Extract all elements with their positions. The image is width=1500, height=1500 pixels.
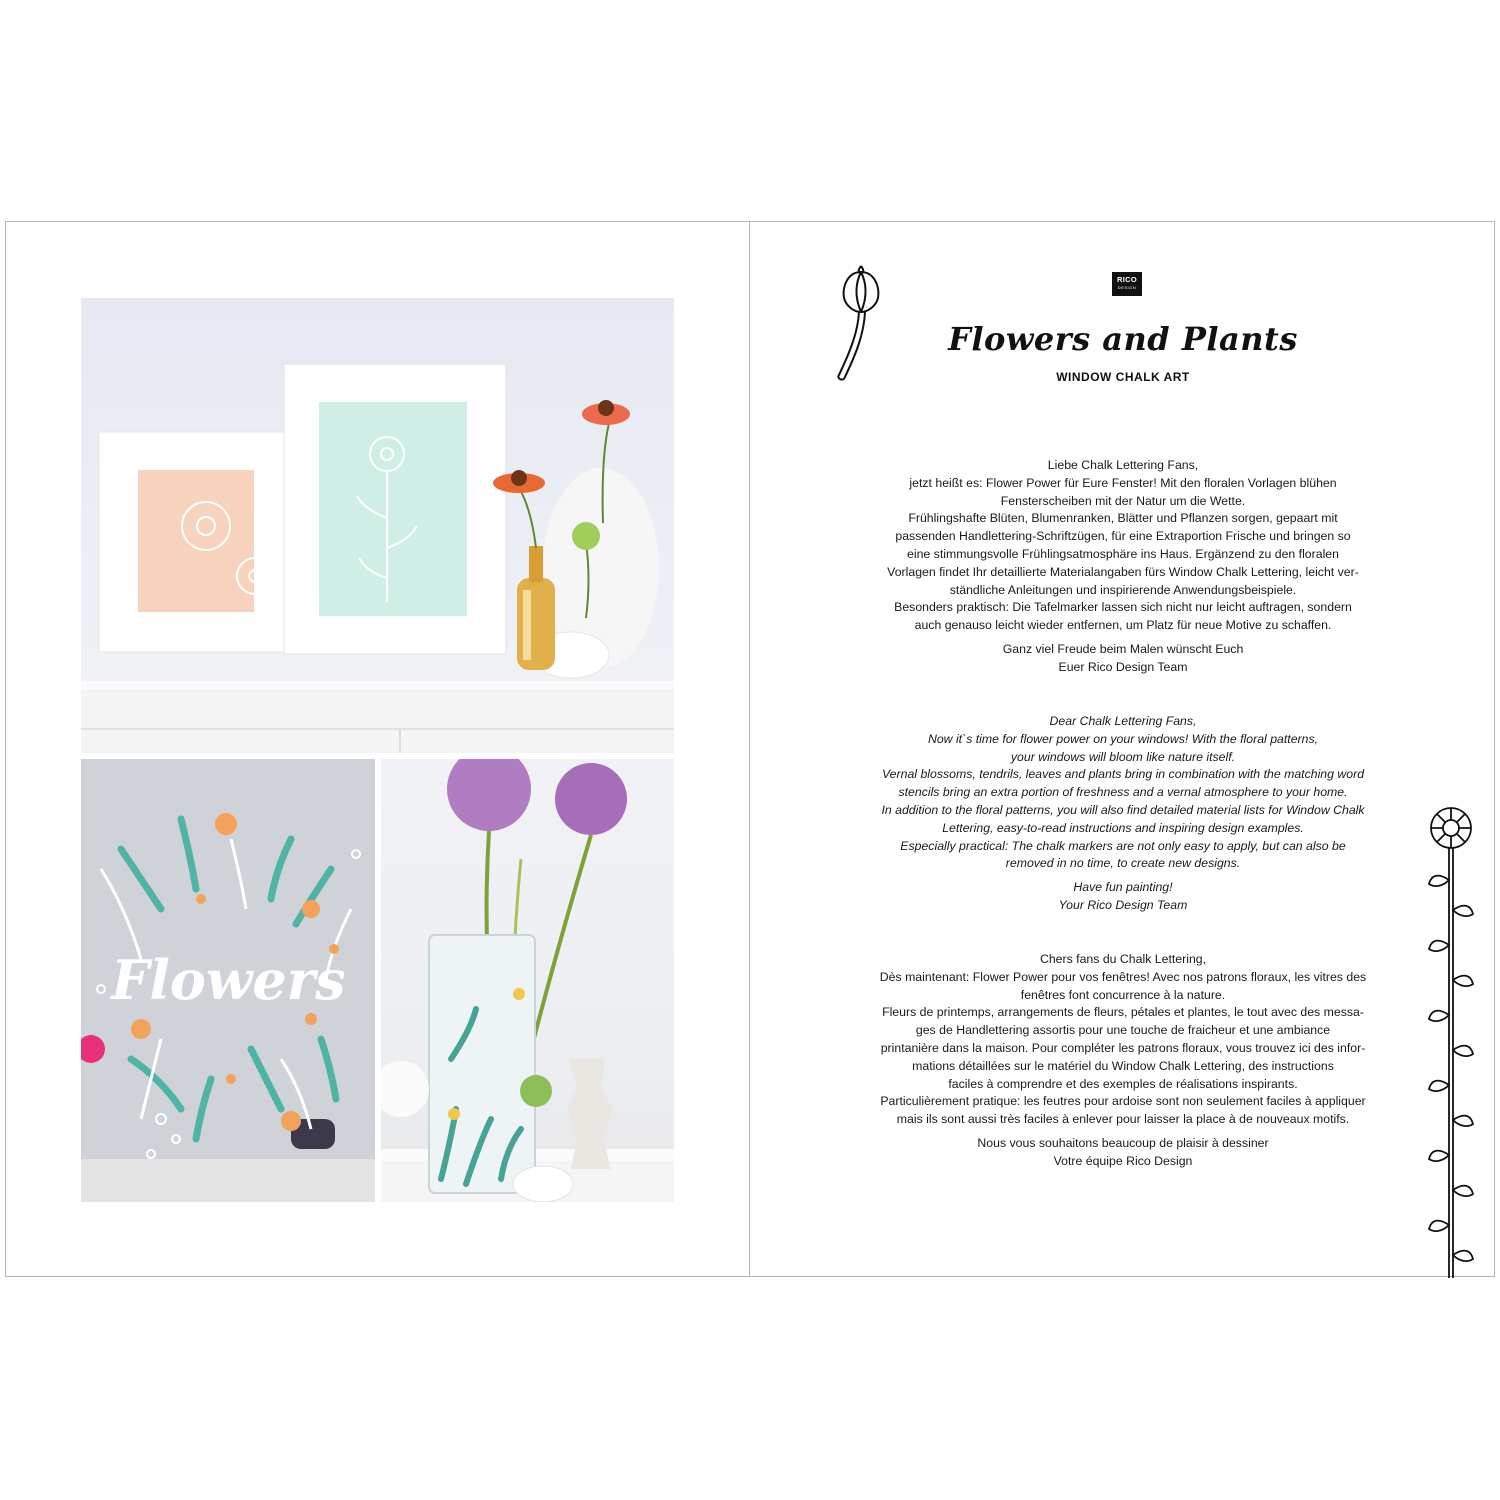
sunflower-stem-doodle-icon [1423, 800, 1493, 1278]
german-line: auch genauso leicht wieder entfernen, um Platz für neue Motive zu schaffen. [914, 618, 1332, 633]
page-subtitle: WINDOW CHALK ART [1056, 370, 1190, 384]
window-lettering-illustration [81, 759, 375, 1202]
english-line: your windows will bloom like nature itself. [1010, 749, 1236, 764]
german-line: ständliche Anleitungen und inspirierende Anwendungsbeispiele. [949, 582, 1297, 597]
page-title: Flowers and Plants [948, 320, 1298, 358]
french-line: mations détaillées sur le matériel du Window Chalk Lettering, des instructions [912, 1058, 1334, 1073]
german-line: Fensterscheiben mit der Natur um die Wette. [1000, 493, 1246, 508]
french-line: ges de Handlettering assortis pour une touche de fraicheur et une ambiance [915, 1023, 1331, 1038]
french-line: faciles à comprendre et des exemples de réalisations inspirants. [948, 1076, 1298, 1091]
english-line: stencils bring an extra portion of freshness and a vernal atmosphere to your home. [898, 785, 1348, 800]
french-line: Fleurs de printemps, arrangements de fleurs, pétales et plantes, le tout avec des messa- [882, 1005, 1364, 1020]
english-signature: Your Rico Design Team [1058, 897, 1188, 912]
photo-window-lettering [81, 759, 375, 1202]
english-line: Vernal blossoms, tendrils, leaves and plants bring in combination with the matching word [881, 767, 1365, 782]
page-gutter [749, 221, 750, 1277]
german-signature: Euer Rico Design Team [1058, 659, 1188, 674]
french-signature: Votre équipe Rico Design [1053, 1153, 1193, 1168]
french-line: printanière dans la maison. Pour compléter les patrons floraux, vous trouvez ici des infor- [880, 1040, 1366, 1055]
logo-name: RICO [1117, 275, 1137, 284]
rico-design-logo [1112, 272, 1142, 296]
english-line: Lettering, easy-to-read instructions and inspiring design examples. [942, 820, 1304, 835]
german-closing: Ganz viel Freude beim Malen wünscht Euch [1002, 641, 1244, 656]
german-greeting: Liebe Chalk Lettering Fans, [1047, 458, 1199, 472]
german-line: Frühlingshafte Blüten, Blumenranken, Blätter und Pflanzen sorgen, gepaart mit [908, 511, 1338, 526]
framed-prints-illustration [81, 298, 674, 753]
german-line: Besonders praktisch: Die Tafelmarker lassen sich nicht nur leicht auftragen, sondern [894, 600, 1352, 615]
german-intro [850, 457, 1396, 677]
english-greeting: Dear Chalk Lettering Fans, [1049, 714, 1197, 728]
flowers-lettering: Flowers [111, 948, 346, 1012]
photo-glass-vase [381, 759, 674, 1202]
german-line: passenden Handlettering-Schriftzügen, für eine Extraportion Frische und bringen so [895, 529, 1351, 544]
french-line: Dès maintenant: Flower Power pour vos fenêtres! Avec nos patrons floraux, les vitres des [879, 969, 1367, 984]
french-line: mais ils sont aussi très faciles à enlever pour laisser la place à de nouveaux motifs. [896, 1112, 1350, 1127]
english-line: Now it`s time for flower power on your windows! With the floral patterns, [927, 731, 1319, 746]
tulip-bud-doodle-icon [830, 262, 892, 384]
french-intro [850, 951, 1396, 1171]
photo-framed-prints [81, 298, 674, 753]
english-line: Especially practical: The chalk markers are not only easy to apply, but can also be [900, 838, 1346, 853]
french-line: Particulièrement pratique: les feutres pour ardoise sont non seulement faciles à appliquer [880, 1094, 1366, 1109]
logo-sub: DESIGN [1117, 285, 1137, 290]
french-line: fenêtres font concurrence à la nature. [1020, 987, 1226, 1002]
english-closing: Have fun painting! [1073, 880, 1173, 895]
english-intro [850, 713, 1396, 915]
english-line: In addition to the floral patterns, you will also find detailed material lists for Window Chalk [881, 802, 1365, 817]
glass-vase-illustration [381, 759, 674, 1202]
german-line: Vorlagen findet Ihr detaillierte Materialangaben fürs Window Chalk Lettering, leicht ver- [887, 564, 1359, 579]
french-greeting: Chers fans du Chalk Lettering, [1039, 952, 1207, 966]
german-line: jetzt heißt es: Flower Power für Eure Fenster! Mit den floralen Vorlagen blühen [909, 475, 1337, 490]
german-line: eine stimmungsvolle Frühlingsatmosphäre ins Haus. Ergänzend zu den floralen [907, 546, 1339, 561]
english-line: removed in no time, to create new designs. [1005, 856, 1241, 871]
french-closing: Nous vous souhaitons beaucoup de plaisir à dessiner [977, 1135, 1269, 1150]
